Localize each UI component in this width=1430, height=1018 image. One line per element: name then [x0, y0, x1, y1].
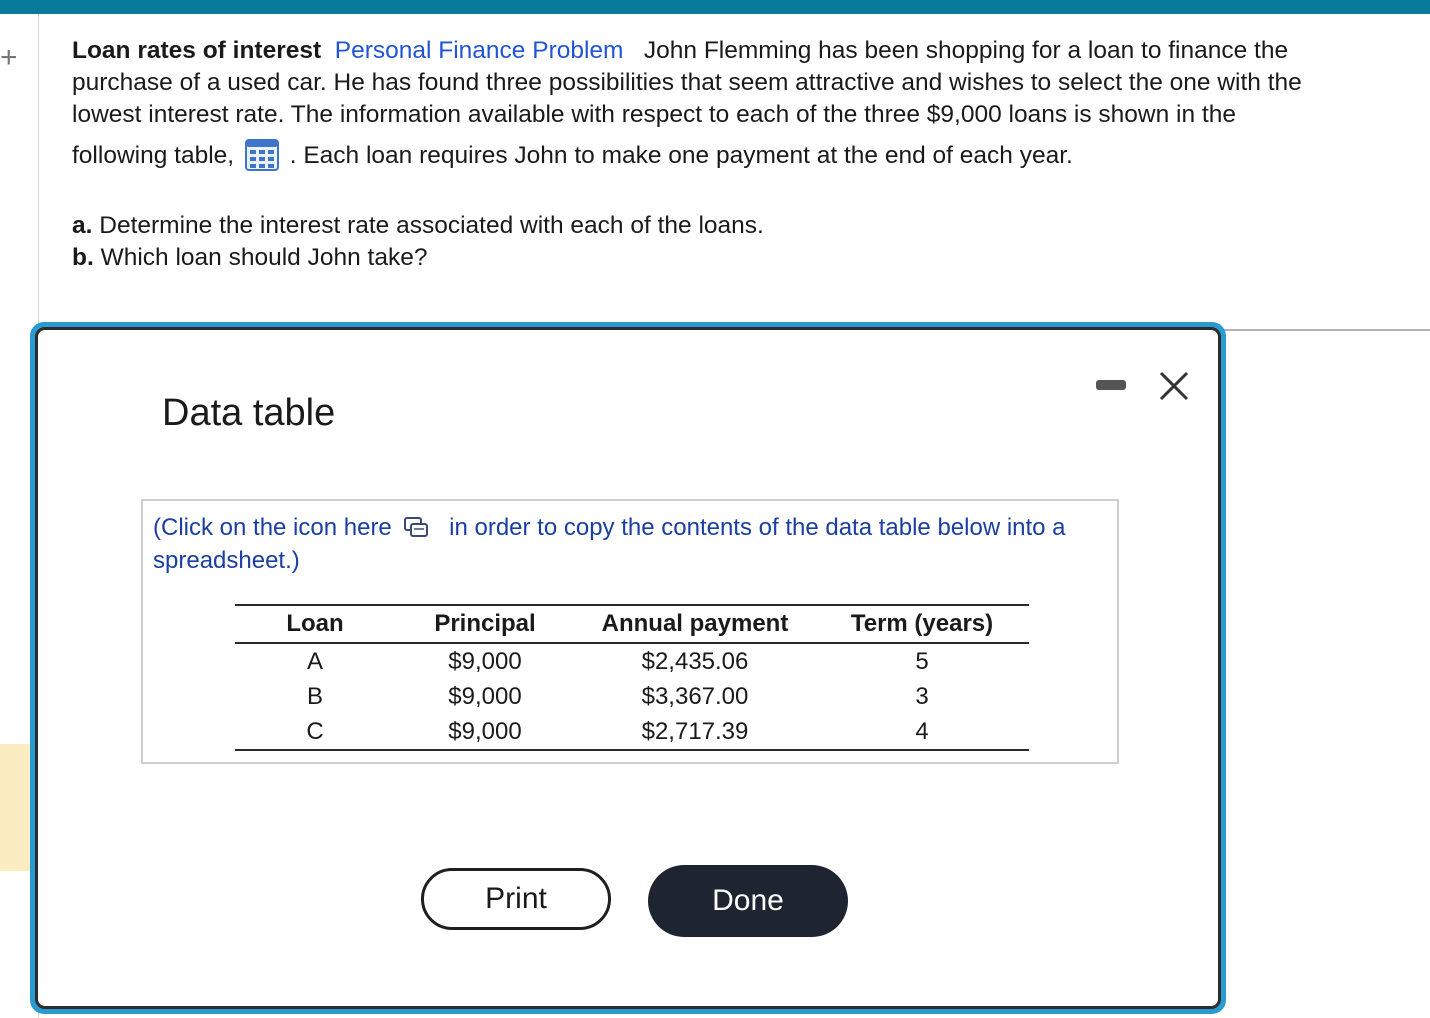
top-bar — [0, 0, 1430, 14]
cell-principal: $9,000 — [448, 682, 522, 710]
copy-instructions — [153, 511, 1093, 577]
problem-text-line4-end: . Each loan requires John to make one payment at the end of each year. — [289, 142, 1073, 169]
right-divider — [1222, 329, 1430, 331]
header-principal: Principal — [395, 605, 575, 643]
problem-text-line2: purchase of a used car. He has found three possibilities that seem attractive and wishes to select the one with the — [72, 69, 1302, 96]
cell-principal: $9,000 — [448, 647, 522, 675]
question-a-text: Determine the interest rate associated with each of the loans. — [99, 212, 764, 239]
question-b-text: Which loan should John take? — [100, 244, 428, 271]
grid-table-icon[interactable] — [245, 139, 279, 171]
cell-annual-payment: $3,367.00 — [641, 682, 749, 710]
data-table-panel — [141, 499, 1119, 764]
problem-title: Loan rates of interest — [72, 37, 322, 64]
print-button[interactable]: Print — [421, 868, 611, 930]
copy-note-end: in order to copy the contents of the data table below into a spreadsheet.) — [153, 514, 1066, 574]
cell-annual-payment: $2,435.06 — [641, 647, 749, 675]
header-term: Term (years) — [815, 605, 1029, 643]
expand-icon[interactable]: + — [0, 41, 18, 74]
personal-finance-link[interactable]: Personal Finance Problem — [334, 37, 624, 64]
data-table-modal — [30, 322, 1226, 1014]
done-button[interactable]: Done — [648, 865, 848, 937]
left-highlight-strip — [0, 744, 30, 871]
header-annual-payment: Annual payment — [575, 605, 815, 643]
question-a — [72, 210, 764, 242]
cell-term: 5 — [915, 647, 929, 675]
cell-annual-payment: $2,717.39 — [575, 714, 815, 750]
modal-body — [35, 327, 1221, 1009]
close-icon[interactable] — [1156, 368, 1192, 404]
cell-principal: $9,000 — [395, 714, 575, 750]
copy-icon[interactable] — [404, 516, 428, 538]
question-b-label: b. — [72, 244, 94, 271]
modal-title: Data table — [162, 392, 336, 434]
problem-text-line3: lowest interest rate. The information available with respect to each of the three $9,000 loans is shown in the — [72, 101, 1236, 128]
problem-statement — [72, 35, 1402, 172]
cell-term: 3 — [915, 682, 929, 710]
minimize-icon[interactable] — [1096, 380, 1126, 390]
cell-loan: A — [306, 647, 323, 675]
header-loan: Loan — [235, 605, 395, 643]
cell-term: 4 — [815, 714, 1029, 750]
table-header-row — [235, 605, 1029, 643]
table-row — [235, 679, 1029, 714]
question-a-label: a. — [72, 212, 93, 239]
cell-loan: C — [235, 714, 395, 750]
question-b — [72, 242, 764, 274]
loan-data-table — [235, 604, 1029, 751]
table-row — [235, 643, 1029, 679]
copy-note-start: (Click on the icon here — [153, 514, 392, 541]
problem-text-line4-start: following table, — [72, 142, 235, 169]
problem-text-line1: John Flemming has been shopping for a loan to finance the — [643, 37, 1289, 64]
table-row — [235, 714, 1029, 750]
cell-loan: B — [306, 682, 323, 710]
questions-list — [72, 210, 764, 274]
